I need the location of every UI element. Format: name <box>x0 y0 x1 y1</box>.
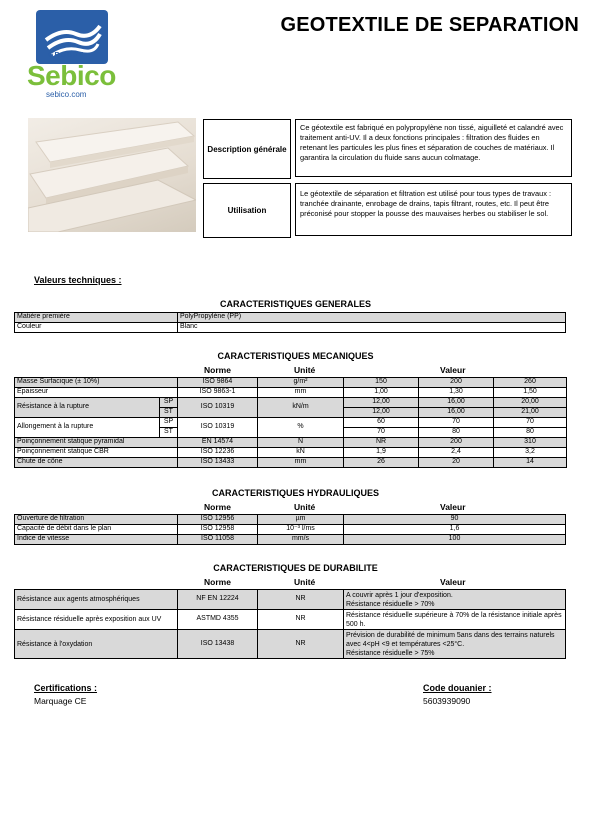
generales-table <box>14 312 566 333</box>
product-photo <box>28 118 196 232</box>
table-row <box>15 323 566 333</box>
row-value: 12,00 <box>344 398 419 408</box>
row-norme: ISO 12956 <box>178 515 258 525</box>
row-direction: ST <box>160 428 178 438</box>
row-value: 1,00 <box>344 388 419 398</box>
row-value: A couvrir après 1 jour d'exposition. Résistance résiduelle > 70% <box>344 590 566 610</box>
row-norme: ISO 10319 <box>178 398 258 418</box>
row-norme: EN 14574 <box>178 438 258 448</box>
row-unite: NR <box>258 610 344 630</box>
row-value: 12,00 <box>344 408 419 418</box>
row-value: 70 <box>344 428 419 438</box>
row-unite: NR <box>258 590 344 610</box>
row-value: Blanc <box>178 323 566 333</box>
table-row <box>15 458 567 468</box>
row-unite: mm <box>258 388 344 398</box>
row-norme: ISO 11058 <box>178 535 258 545</box>
table-row <box>15 515 566 525</box>
row-value: 1,9 <box>344 448 419 458</box>
col-header-norme: Norme <box>204 577 231 587</box>
generales-title: CARACTERISTIQUES GENERALES <box>219 299 371 309</box>
row-value: 26 <box>344 458 419 468</box>
certifications-value: Marquage CE <box>34 696 87 706</box>
certifications-label: Certifications : <box>34 683 98 693</box>
col-header-valeur: Valeur <box>440 365 466 375</box>
row-value: 80 <box>494 428 567 438</box>
col-header-valeur: Valeur <box>440 577 466 587</box>
row-label: Epaisseur <box>15 388 178 398</box>
row-unite: mm <box>258 458 344 468</box>
logo-groupe: GROUPE <box>48 52 85 59</box>
row-label: Indice de vitesse <box>15 535 178 545</box>
code-douanier-value: 5603939090 <box>423 696 471 706</box>
table-row <box>15 398 567 408</box>
utilisation-text: Le géotextile de séparation et filtration est utilisé pour tous types de travaux : tranchée drainante, enrobage de drains, tapis filtrant, routes, etc. Il peut être préconisé pour stopper la pousse des mauvaises herbes ou stabiliser le sol. <box>295 183 572 236</box>
row-direction: ST <box>160 408 178 418</box>
row-value: 200 <box>419 438 494 448</box>
row-label: Résistance à l'oxydation <box>15 630 178 659</box>
table-row <box>15 525 566 535</box>
row-value: 80 <box>419 428 494 438</box>
col-header-unite: Unité <box>294 365 316 375</box>
utilisation-label: Utilisation <box>203 183 291 238</box>
row-value: Prévision de durabilité de minimum 5ans dans des terrains naturels avec 4<pH <9 et températures <25°C. Résistance résiduelle > 75% <box>344 630 566 659</box>
table-row <box>15 313 566 323</box>
hydrauliques-table <box>14 514 566 545</box>
row-value: NR <box>344 438 419 448</box>
row-unite: 10⁻³ l/ms <box>258 525 344 535</box>
description-label: Description générale <box>203 119 291 179</box>
row-norme: ISO 12958 <box>178 525 258 535</box>
row-norme: ASTMD 4355 <box>178 610 258 630</box>
table-row <box>15 438 567 448</box>
row-direction: SP <box>160 418 178 428</box>
row-norme: ISO 12236 <box>178 448 258 458</box>
durabilite-table <box>14 589 566 659</box>
row-label: Masse Surfacique (± 10%) <box>15 378 178 388</box>
table-row <box>15 610 566 630</box>
row-label: Résistance résiduelle après exposition aux UV <box>15 610 178 630</box>
row-unite: kN <box>258 448 344 458</box>
row-label: Allongement à la rupture <box>15 418 160 438</box>
row-norme: NF EN 12224 <box>178 590 258 610</box>
mecaniques-title: CARACTERISTIQUES MECANIQUES <box>217 351 374 361</box>
row-label: Matière première <box>15 313 178 323</box>
row-value: 16,00 <box>419 408 494 418</box>
row-value: 20,00 <box>494 398 567 408</box>
row-unite: kN/m <box>258 398 344 418</box>
code-douanier-label: Code douanier : <box>423 683 492 693</box>
table-row <box>15 378 567 388</box>
col-header-norme: Norme <box>204 502 231 512</box>
row-norme: ISO 13438 <box>178 630 258 659</box>
row-value: 14 <box>494 458 567 468</box>
row-value: 21,00 <box>494 408 567 418</box>
row-direction: SP <box>160 398 178 408</box>
row-label: Capacité de débit dans le plan <box>15 525 178 535</box>
row-value: 200 <box>419 378 494 388</box>
col-header-unite: Unité <box>294 577 316 587</box>
durabilite-title: CARACTERISTIQUES DE DURABILITE <box>213 563 378 573</box>
description-text: Ce géotextile est fabriqué en polypropylène non tissé, aiguilleté et calandré avec traitement anti-UV. Il a deux fonctions principales : filtration des fluides en retenant les particules les plus fines et séparation de couches de matériaux. Il garantira la circulation du fluide sans aucun colmatage. <box>295 119 572 177</box>
row-label: Poinçonnement statique CBR <box>15 448 178 458</box>
table-row <box>15 535 566 545</box>
row-value: 70 <box>419 418 494 428</box>
row-value: 260 <box>494 378 567 388</box>
valeurs-techniques-title: Valeurs techniques : <box>34 275 122 285</box>
row-value: 310 <box>494 438 567 448</box>
row-norme: ISO 13433 <box>178 458 258 468</box>
row-unite: % <box>258 418 344 438</box>
row-norme: ISO 9863-1 <box>178 388 258 398</box>
row-value: 1,50 <box>494 388 567 398</box>
mecaniques-table <box>14 377 567 468</box>
table-row <box>15 388 567 398</box>
row-unite: g/m² <box>258 378 344 388</box>
row-value: 90 <box>344 515 566 525</box>
page-title: GEOTEXTILE DE SEPARATION <box>280 14 579 36</box>
table-row <box>15 630 566 659</box>
col-header-unite: Unité <box>294 502 316 512</box>
row-value: 70 <box>494 418 567 428</box>
row-unite: N <box>258 438 344 448</box>
logo-name: Sebico <box>27 60 116 91</box>
row-unite: mm/s <box>258 535 344 545</box>
row-label: Couleur <box>15 323 178 333</box>
row-norme: ISO 9864 <box>178 378 258 388</box>
hydrauliques-title: CARACTERISTIQUES HYDRAULIQUES <box>211 488 379 498</box>
row-label: Poinçonnement statique pyramidal <box>15 438 178 448</box>
row-value: 1,6 <box>344 525 566 535</box>
row-value: Résistance résiduelle supérieure à 70% de la résistance initiale après 500 h. <box>344 610 566 630</box>
table-row <box>15 590 566 610</box>
col-header-norme: Norme <box>204 365 231 375</box>
row-value: 2,4 <box>419 448 494 458</box>
row-label: Chute de cône <box>15 458 178 468</box>
row-unite: NR <box>258 630 344 659</box>
row-label: Ouverture de filtration <box>15 515 178 525</box>
row-value: PolyPropylène (PP) <box>178 313 566 323</box>
row-value: 20 <box>419 458 494 468</box>
table-row <box>15 418 567 428</box>
table-row <box>15 448 567 458</box>
row-value: 100 <box>344 535 566 545</box>
row-value: 16,00 <box>419 398 494 408</box>
logo-site[interactable]: sebico.com <box>46 90 87 99</box>
row-unite: µm <box>258 515 344 525</box>
row-label: Résistance aux agents atmosphériques <box>15 590 178 610</box>
row-value: 60 <box>344 418 419 428</box>
row-value: 150 <box>344 378 419 388</box>
row-label: Résistance à la rupture <box>15 398 160 418</box>
row-value: 1,30 <box>419 388 494 398</box>
row-norme: ISO 10319 <box>178 418 258 438</box>
row-value: 3,2 <box>494 448 567 458</box>
col-header-valeur: Valeur <box>440 502 466 512</box>
